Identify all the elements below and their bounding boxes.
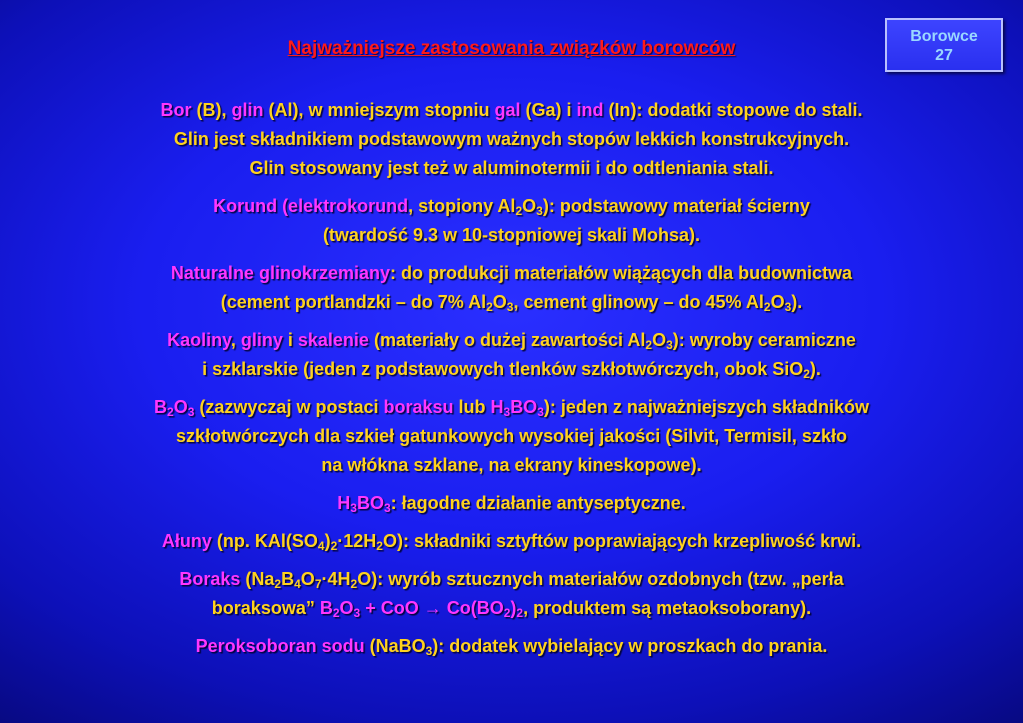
paragraph — [0, 326, 1023, 384]
text-line — [0, 451, 1023, 480]
text-run: O): składniki sztyftów poprawiających krzepliwość krwi. — [382, 531, 862, 551]
text-run: O — [522, 196, 537, 216]
highlighted-term: Kaoliny — [167, 330, 231, 350]
text-run: O — [492, 292, 507, 312]
paragraph — [0, 527, 1023, 556]
subscript: 2 — [330, 539, 338, 553]
subscript: 3 — [353, 606, 361, 620]
text-run: szkłotwórczych dla szkieł gatunkowych wysokiej jakości (Silvit, Termisil, szkło — [176, 426, 847, 446]
highlighted-term: BO — [510, 397, 538, 417]
text-run: ·12H — [337, 531, 377, 551]
text-run: (Ga) i — [520, 100, 577, 120]
text-line — [0, 393, 1023, 422]
text-run: (Al), w mniejszym stopniu — [263, 100, 495, 120]
text-run: ·4H — [321, 569, 351, 589]
text-run: (zazwyczaj w postaci — [194, 397, 384, 417]
text-run: : łagodne działanie antyseptyczne. — [390, 493, 686, 513]
highlighted-term: Bor — [160, 100, 192, 120]
highlighted-term: O — [173, 397, 188, 417]
text-run: (B), — [191, 100, 232, 120]
paragraph — [0, 632, 1023, 661]
highlighted-term: Naturalne glinokrzemiany — [170, 263, 390, 283]
subscript: 3 — [536, 204, 543, 218]
text-run: ). — [809, 359, 821, 379]
subscript: 3 — [666, 338, 673, 352]
text-line — [0, 221, 1023, 250]
subscript: 2 — [516, 606, 524, 620]
text-run: (np. KAl(SO — [211, 531, 318, 551]
text-line — [0, 422, 1023, 451]
text-line — [0, 288, 1023, 317]
text-run: ). — [791, 292, 803, 312]
subscript: 2 — [167, 405, 174, 419]
subscript: 3 — [506, 300, 514, 314]
paragraph — [0, 96, 1023, 183]
highlighted-term: + CoO → Co(BO — [360, 598, 504, 618]
text-line — [0, 96, 1023, 125]
text-run: (materiały o dużej zawartości Al — [368, 330, 646, 350]
highlighted-term: H — [490, 397, 504, 417]
badge-page-number: 27 — [935, 47, 953, 64]
subscript: 7 — [314, 577, 322, 591]
highlighted-term: Peroksoboran sodu — [195, 636, 365, 656]
subscript: 2 — [350, 577, 358, 591]
subscript: 3 — [350, 501, 357, 515]
text-run: lub — [453, 397, 491, 417]
highlighted-term: glin — [231, 100, 264, 120]
subscript: 2 — [515, 204, 523, 218]
text-line — [0, 154, 1023, 183]
text-line — [0, 192, 1023, 221]
subscript: 2 — [763, 300, 771, 314]
text-run: i szklarskie (jeden z podstawowych tlenków szkłotwórczych, obok SiO — [202, 359, 804, 379]
text-run: O — [770, 292, 785, 312]
text-run: B — [281, 569, 295, 589]
subscript: 3 — [383, 501, 391, 515]
text-run: (cement portlandzki – do 7% Al — [220, 292, 487, 312]
paragraph — [0, 565, 1023, 623]
text-run: Glin stosowany jest też w aluminotermii i do odtleniania stali. — [249, 158, 774, 178]
highlighted-term: ind — [576, 100, 604, 120]
text-run: , — [230, 330, 241, 350]
page-title: Najważniejsze zastosowania związków borowców — [287, 38, 736, 59]
subscript: 2 — [274, 577, 282, 591]
text-run: boraksowa” — [211, 598, 320, 618]
highlighted-term: Korund (elektrokorund — [213, 196, 409, 216]
text-line — [0, 632, 1023, 661]
subscript: 3 — [784, 300, 792, 314]
paragraph — [0, 259, 1023, 317]
highlighted-term: B — [154, 397, 168, 417]
highlighted-term: Boraks — [179, 569, 241, 589]
text-run: (Na — [240, 569, 275, 589]
paragraph — [0, 192, 1023, 250]
text-run: (NaBO — [364, 636, 426, 656]
subscript: 4 — [317, 539, 325, 553]
text-run: O — [300, 569, 315, 589]
highlighted-term: ) — [510, 598, 517, 618]
text-run: i — [282, 330, 298, 350]
text-run: (twardość 9.3 w 10-stopniowej skali Mohsa). — [322, 225, 701, 245]
subscript: 2 — [645, 338, 653, 352]
subscript: 4 — [294, 577, 301, 591]
paragraph — [0, 393, 1023, 480]
text-run: Glin jest składnikiem podstawowym ważnych stopów lekkich konstrukcyjnych. — [173, 129, 850, 149]
text-run: ): dodatek wybielający w proszkach do prania. — [432, 636, 828, 656]
text-run: na włókna szklane, na ekrany kineskopowe). — [321, 455, 702, 475]
text-run: , produktem są metaoksoborany). — [523, 598, 812, 618]
subscript: 3 — [187, 405, 195, 419]
text-run: ): wyroby ceramiczne — [672, 330, 856, 350]
text-line — [0, 527, 1023, 556]
text-line — [0, 594, 1023, 623]
badge-topic: Borowce — [910, 28, 978, 45]
text-line — [0, 125, 1023, 154]
subscript: 2 — [503, 606, 511, 620]
highlighted-term: skalenie — [297, 330, 369, 350]
paragraph — [0, 489, 1023, 518]
subscript: 3 — [503, 405, 511, 419]
subscript: 2 — [486, 300, 493, 314]
subscript: 2 — [803, 367, 810, 381]
text-run: : do produkcji materiałów wiążących dla budownictwa — [389, 263, 853, 283]
subscript: 2 — [332, 606, 340, 620]
subscript: 3 — [425, 644, 433, 658]
text-run: O — [652, 330, 667, 350]
text-line — [0, 355, 1023, 384]
text-run: (In): dodatki stopowe do stali. — [603, 100, 863, 120]
text-line — [0, 326, 1023, 355]
text-run: , cement glinowy – do 45% Al — [513, 292, 764, 312]
highlighted-term: Ałuny — [161, 531, 212, 551]
highlighted-term: gliny — [240, 330, 283, 350]
highlighted-term: H — [337, 493, 351, 513]
subscript: 3 — [537, 405, 544, 419]
text-run: ): jeden z najważniejszych składników — [543, 397, 869, 417]
text-line — [0, 259, 1023, 288]
slide-content — [0, 96, 1023, 670]
highlighted-term: gal — [494, 100, 521, 120]
text-run: ) — [324, 531, 331, 551]
text-run: , stopiony Al — [408, 196, 516, 216]
text-run: ): podstawowy materiał ścierny — [542, 196, 810, 216]
highlighted-term: BO — [356, 493, 384, 513]
highlighted-term: O — [339, 598, 354, 618]
text-line — [0, 565, 1023, 594]
highlighted-term: B — [319, 598, 333, 618]
subscript: 2 — [376, 539, 383, 553]
highlighted-term: boraksu — [383, 397, 454, 417]
text-run: O): wyrób sztucznych materiałów ozdobnych (tzw. „perła — [357, 569, 844, 589]
text-line — [0, 489, 1023, 518]
